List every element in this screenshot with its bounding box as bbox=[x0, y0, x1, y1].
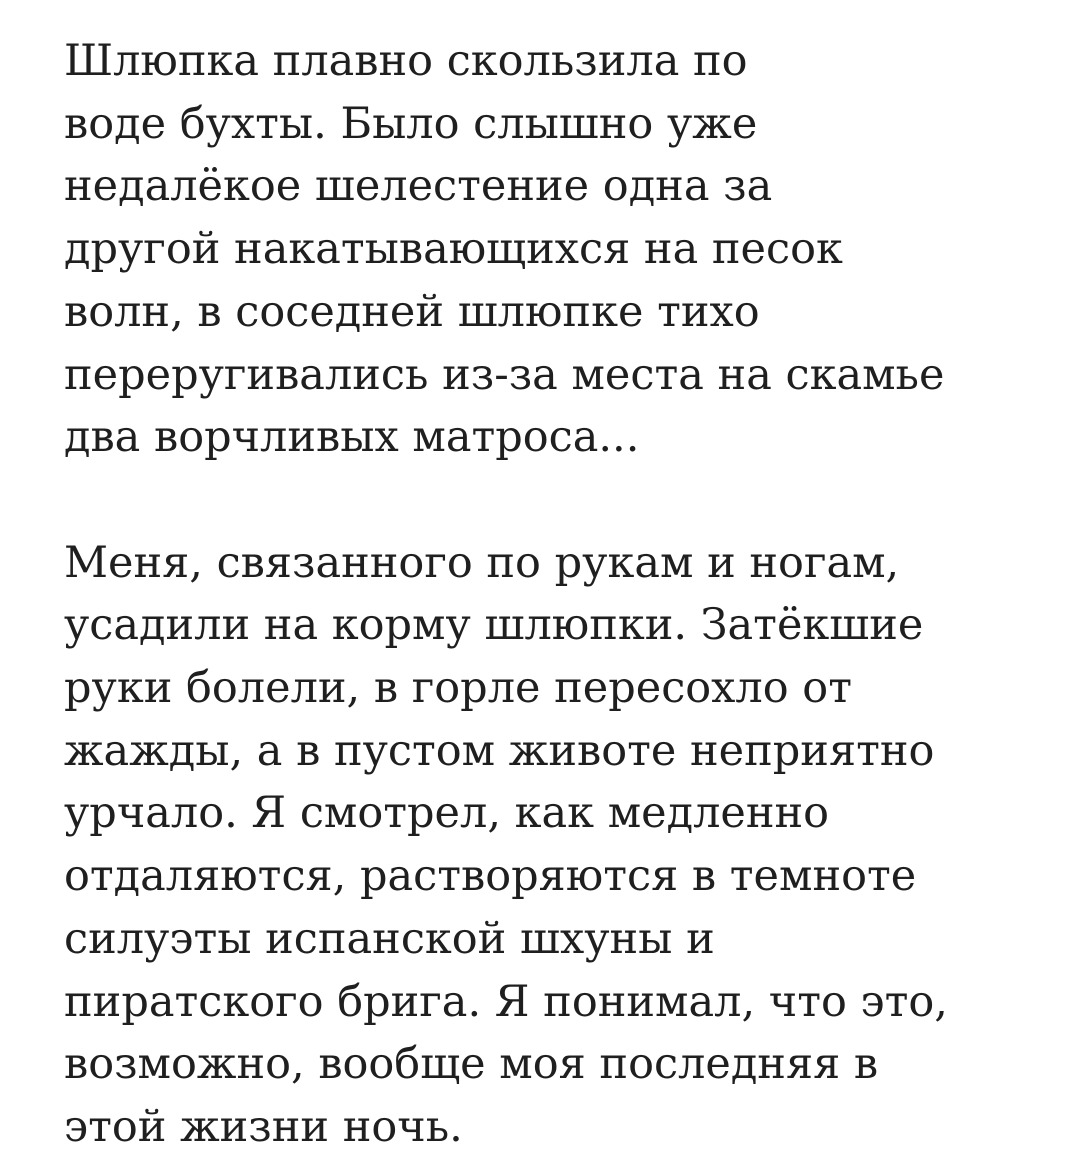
text-line: жажды, а в пустом животе неприятно bbox=[64, 725, 935, 776]
text-line: Меня, связанного по рукам и ногам, bbox=[64, 537, 900, 588]
text-line: пиратского брига. Я понимал, что это, bbox=[64, 976, 948, 1027]
text-line: отдаляются, растворяются в темноте bbox=[64, 851, 917, 902]
text-line: возможно, вообще моя последняя в bbox=[64, 1039, 879, 1090]
reader-text bbox=[64, 30, 1024, 1159]
text-line: недалёкое шелестение одна за bbox=[64, 161, 773, 212]
text-line: усадили на корму шлюпки. Затёкшие bbox=[64, 600, 924, 651]
text-line: воде бухты. Было слышно уже bbox=[64, 98, 758, 149]
paragraph-2 bbox=[64, 532, 1024, 1159]
text-line: другой накатывающихся на песок bbox=[64, 224, 843, 275]
text-line: урчало. Я смотрел, как медленно bbox=[64, 788, 830, 839]
text-line: переругивались из-за места на скамье bbox=[64, 349, 945, 400]
text-line: Шлюпка плавно скользила по bbox=[64, 36, 748, 86]
text-line: два ворчливых матроса... bbox=[64, 412, 640, 463]
text-line: силуэты испанской шхуны и bbox=[64, 913, 715, 964]
paragraph-spacer bbox=[64, 469, 1024, 532]
paragraph-1 bbox=[64, 30, 1024, 469]
text-line: этой жизни ночь. bbox=[64, 1101, 463, 1152]
text-line: волн, в соседней шлюпке тихо bbox=[64, 286, 760, 337]
text-line: руки болели, в горле пересохло от bbox=[64, 663, 852, 714]
